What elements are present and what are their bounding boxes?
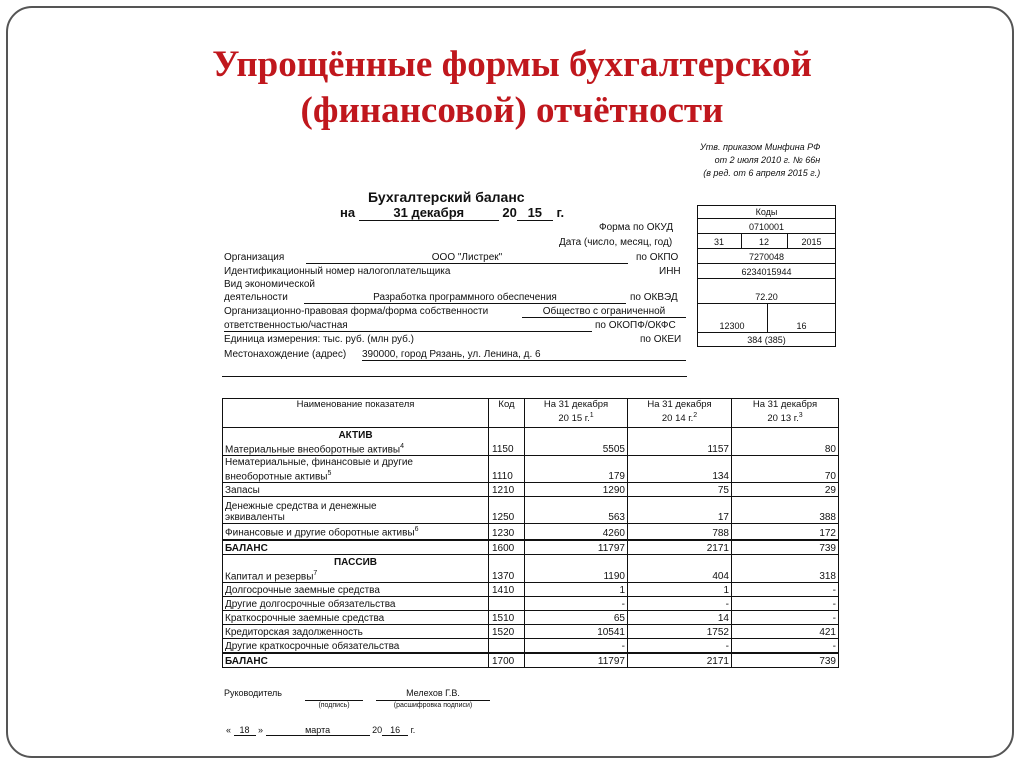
activity-value: Разработка программного обеспечения xyxy=(304,292,626,304)
code-okopf: 12300 xyxy=(719,321,745,331)
code-inn: 6234015944 xyxy=(741,267,792,277)
section-row-assets xyxy=(223,428,839,442)
table-row: Денежные средства и денежные эквиваленты 1250 563 17 388 xyxy=(223,497,839,524)
label-inn-long: Идентификационный номер налогоплательщика xyxy=(224,266,451,277)
table-row: Материальные внеоборотные активы$^4$ 1150 5505 1157 80 xyxy=(223,441,839,456)
approval-line3: (в ред. от 6 апреля 2015 г.) xyxy=(703,168,821,178)
label-okei: по ОКЕИ xyxy=(640,334,682,345)
date-on: на xyxy=(340,205,356,220)
code-okei: 384 (385) xyxy=(747,335,786,345)
label-date: Дата (число, месяц, год) xyxy=(559,237,673,248)
legal-form-value-1: Общество с ограниченной xyxy=(522,306,686,318)
table-row: Финансовые и другие оборотные активы$^6$ 1230 4260 788 172 xyxy=(223,524,839,540)
table-row: Запасы 1210 1290 75 29 xyxy=(223,483,839,497)
date-year: 15 xyxy=(517,205,553,221)
label-okpo: по ОКПО xyxy=(636,252,679,263)
balance-table xyxy=(222,398,839,668)
slide-title-line1: Упрощённые формы бухгалтерской xyxy=(212,44,812,85)
header-code: Код xyxy=(489,399,525,428)
table-row: Другие долгосрочные обязательства - - - xyxy=(223,596,839,610)
label-activity-1: Вид экономической xyxy=(224,279,315,290)
header-col3: На 31 декабря 20 13 г.$^3$ xyxy=(732,399,839,428)
label-legal-form: Организационно-правовая форма/форма собственности xyxy=(224,306,489,317)
sign-day: 18 xyxy=(234,725,256,736)
head-label: Руководитель xyxy=(224,688,282,698)
label-form-okud: Форма по ОКУД xyxy=(599,222,674,233)
legal-form-line: ответственностью/частная xyxy=(224,320,592,332)
label-address: Местонахождение (адрес) xyxy=(224,349,347,360)
table-row: Кредиторская задолженность 1520 10541 1752 421 xyxy=(223,624,839,638)
code-day: 31 xyxy=(713,237,724,247)
table-row: Краткосрочные заемные средства 1510 65 14 - xyxy=(223,610,839,624)
section-liabilities: ПАССИВ xyxy=(223,554,489,568)
head-name: Мелехов Г.В. xyxy=(406,688,460,698)
code-okfs: 16 xyxy=(796,321,807,331)
report-date xyxy=(340,205,564,221)
label-okopf: по ОКОПФ/ОКФС xyxy=(595,320,676,331)
slide-title-line2: (финансовой) отчётности xyxy=(300,90,724,131)
signature-caption: (подпись) xyxy=(318,702,350,709)
sign-year: 16 xyxy=(382,725,408,736)
approval-line1: Утв. приказом Минфина РФ xyxy=(700,142,821,152)
header-col1: На 31 декабря 20 15 г.$^1$ xyxy=(525,399,628,428)
balance-liabilities-row: БАЛАНС 1700 11797 2171 739 xyxy=(223,653,839,668)
name-caption: (расшифровка подписи) xyxy=(393,702,473,709)
legal-form-value-2: ответственностью xyxy=(224,320,309,331)
header-name: Наименование показателя xyxy=(223,399,489,428)
date-year-prefix: 20 xyxy=(502,205,517,220)
code-okpo: 7270048 xyxy=(748,252,785,262)
code-month: 12 xyxy=(758,237,769,247)
code-okud: 0710001 xyxy=(748,222,785,232)
approval-line2: от 2 июля 2010 г. № 66н xyxy=(714,155,821,165)
table-row: Долгосрочные заемные средства 1410 1 1 - xyxy=(223,582,839,596)
label-okved: по ОКВЭД xyxy=(630,292,678,303)
balance-assets-row: БАЛАНС 1600 11797 2171 739 xyxy=(223,540,839,555)
approval-note xyxy=(700,141,820,180)
label-unit: Единица измерения: тыс. руб. (млн руб.) xyxy=(224,334,414,345)
date-day-month: 31 декабря xyxy=(359,205,499,221)
table-header-row xyxy=(223,399,839,428)
header-col2: На 31 декабря 20 14 г.$^2$ xyxy=(628,399,732,428)
table-row: Нематериальные, финансовые и другие внеоборотные активы$^5$ 1110 179 134 70 xyxy=(223,456,839,483)
codes-header: Коды xyxy=(755,207,778,217)
label-inn: ИНН xyxy=(659,266,681,277)
slide-title xyxy=(0,42,1024,134)
table-row: Другие краткосрочные обязательства - - - xyxy=(223,638,839,653)
sign-date: « 18 » марта 20 16 г. xyxy=(226,725,416,735)
label-activity-2: деятельности xyxy=(224,292,288,303)
table-row: Капитал и резервы$^7$ 1370 1190 404 318 xyxy=(223,568,839,583)
code-okved: 72.20 xyxy=(755,292,778,302)
label-organization: Организация xyxy=(224,252,285,263)
organization-name: ООО "Листрек" xyxy=(306,252,628,264)
section-assets: АКТИВ xyxy=(223,428,489,442)
ownership-value: частная xyxy=(310,320,348,331)
document-title: Бухгалтерский баланс xyxy=(368,189,525,205)
sign-month: марта xyxy=(266,725,370,736)
code-year: 2015 xyxy=(801,237,822,247)
date-year-suffix: г. xyxy=(556,205,565,220)
section-row-liabilities xyxy=(223,554,839,568)
address-value: 390000, город Рязань, ул. Ленина, д. 6 xyxy=(362,349,686,361)
